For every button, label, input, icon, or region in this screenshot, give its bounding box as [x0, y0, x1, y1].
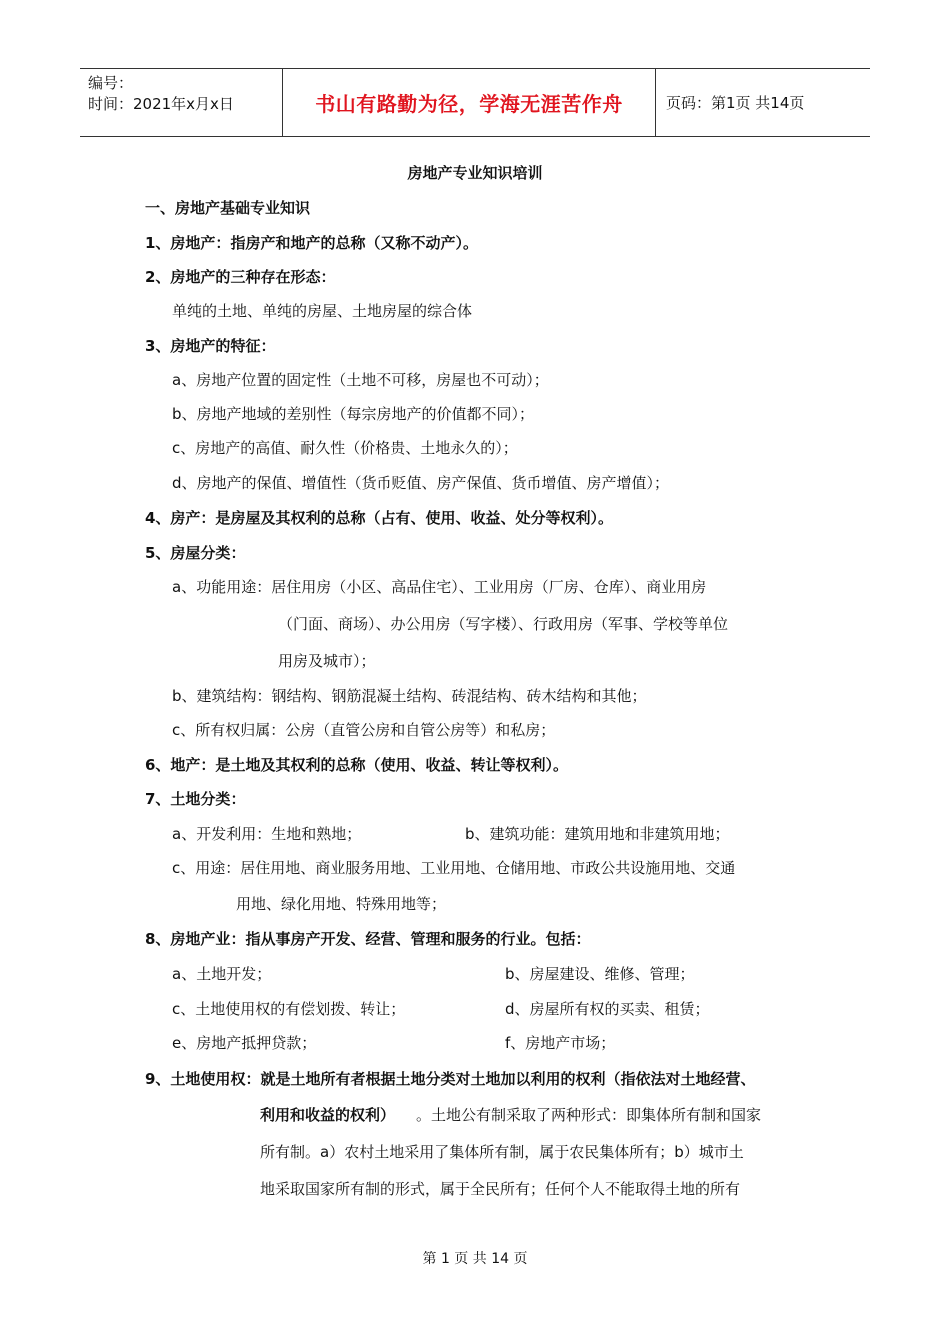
item-body: a、土地开发；	[172, 965, 272, 983]
item-body: b、建筑结构：钢结构、钢筋混凝土结构、砖混结构、砖木结构和其他；	[172, 687, 647, 705]
item-body: c、用途：居住用地、商业服务用地、工业用地、仓储用地、市政公共设施用地、交通	[172, 859, 736, 877]
item-heading: 利用和收益的权利）	[260, 1106, 396, 1124]
time-label: 时间：2021年x月x日	[88, 95, 234, 113]
item-body: a、开发利用：生地和熟地；	[172, 825, 362, 843]
item-body: f、房地产市场；	[505, 1034, 616, 1052]
item-body: d、房屋所有权的买卖、租赁；	[505, 1000, 710, 1018]
item-body: b、建筑功能：建筑用地和非建筑用地；	[465, 825, 730, 843]
item-body: （门面、商场）、办公用房（写字楼）、行政用房（军事、学校等单位	[278, 615, 729, 633]
item-body: c、土地使用权的有偿划拨、转让；	[172, 1000, 406, 1018]
page-info-text: 页码：第1页 共14页	[666, 94, 805, 112]
item-body: 单纯的土地、单纯的房屋、土地房屋的综合体	[172, 302, 473, 320]
number-label: 编号：	[88, 74, 134, 92]
item-body: c、所有权归属：公房（直管公房和自管公房等）和私房；	[172, 721, 556, 739]
item-body: d、房地产的保值、增值性（货币贬值、房产保值、货币增值、房产增值）；	[172, 474, 670, 492]
item-body: 。土地公有制采取了两种形式：即集体所有制和国家	[416, 1106, 762, 1124]
item-body: a、房地产位置的固定性（土地不可移，房屋也不可动）；	[172, 371, 549, 389]
item-body: 用地、绿化用地、特殊用地等；	[236, 895, 447, 913]
item-heading: 4、房产：是房屋及其权利的总称（占有、使用、收益、处分等权利）。	[145, 509, 613, 527]
item-heading: 6、地产：是土地及其权利的总称（使用、收益、转让等权利）。	[145, 756, 568, 774]
section-heading: 一、房地产基础专业知识	[145, 199, 311, 217]
item-body: b、房地产地域的差别性（每宗房地产的价值都不同）；	[172, 405, 535, 423]
document-title: 房地产专业知识培训	[407, 164, 543, 182]
item-heading: 1、房地产：指房产和地产的总称（又称不动产）。	[145, 234, 478, 252]
header-table	[80, 68, 870, 137]
item-body: c、房地产的高值、耐久性（价格贵、土地永久的）；	[172, 439, 518, 457]
item-heading: 8、房地产业：指从事房产开发、经营、管理和服务的行业。包括：	[145, 930, 591, 948]
item-heading: 5、房屋分类：	[145, 544, 246, 562]
item-body: 所有制。a）农村土地采用了集体所有制，属于农民集体所有；b）城市土	[260, 1143, 744, 1161]
item-heading: 7、土地分类：	[145, 790, 246, 808]
item-heading: 3、房地产的特征：	[145, 337, 276, 355]
item-body: 地采取国家所有制的形式，属于全民所有；任何个人不能取得土地的所有	[260, 1180, 741, 1198]
item-body: a、功能用途：居住用房（小区、高品住宅）、工业用房（厂房、仓库）、商业用房	[172, 578, 707, 596]
item-body: b、房屋建设、维修、管理；	[505, 965, 695, 983]
header-meta-cell	[80, 69, 282, 136]
item-heading: 2、房地产的三种存在形态：	[145, 268, 336, 286]
motto-cell	[282, 69, 656, 136]
motto-text: 书山有路勤为径，学海无涯苦作舟	[315, 92, 623, 116]
page-footer: 第 1 页 共 14 页	[422, 1251, 528, 1267]
page-info-cell	[656, 69, 870, 136]
item-body: e、房地产抵押贷款；	[172, 1034, 317, 1052]
item-heading: 9、土地使用权：就是土地所有者根据土地分类对土地加以利用的权利（指依法对土地经营、	[145, 1070, 756, 1088]
item-body: 用房及城市）；	[278, 652, 376, 670]
